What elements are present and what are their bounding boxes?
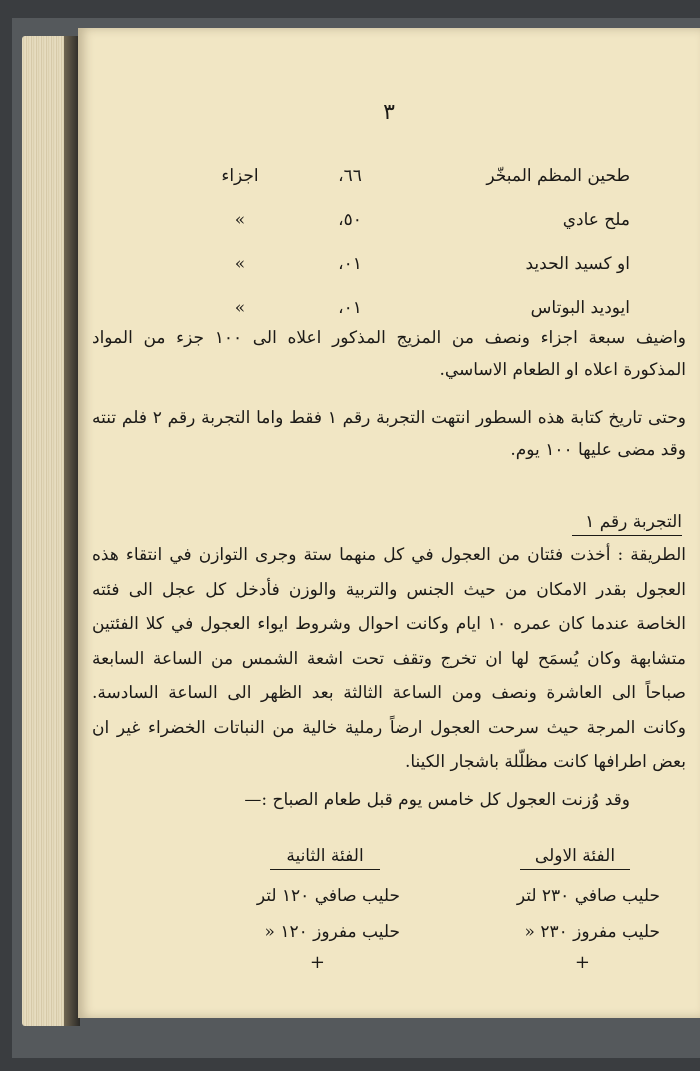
ingredient-quantity: ٥٠، xyxy=(338,210,362,230)
group-2-line: حليب صافي ١٢٠ لتر xyxy=(256,886,400,906)
group-2-plus: + xyxy=(309,952,325,973)
group-1-plus: + xyxy=(574,952,590,973)
ingredient-name: ايوديد البوتاس xyxy=(530,298,630,318)
ingredient-name: ملح عادي xyxy=(562,210,630,230)
group-2-line: حليب مفروز ١٢٠ « xyxy=(264,922,400,942)
ingredient-unit: اجزاء xyxy=(221,166,259,186)
ingredient-quantity: ٦٦، xyxy=(338,166,362,186)
weighing-sentence: وقد وُزنت العجول كل خامس يوم قبل طعام الصباح :— xyxy=(244,790,630,810)
ingredient-name: او كسيد الحديد xyxy=(525,254,630,274)
page-number: ٣ xyxy=(383,100,395,125)
group-1-line: حليب مفروز ٢٣٠ « xyxy=(524,922,660,942)
book-page xyxy=(78,28,700,1018)
group-1-title: الفئة الاولى xyxy=(520,846,630,870)
ingredient-unit: » xyxy=(234,298,246,318)
ingredient-unit: » xyxy=(234,210,246,230)
ingredient-unit: » xyxy=(234,254,246,274)
experiment-status-paragraph: وحتى تاريخ كتابة هذه السطور انتهت التجربة رقم ١ فقط واما التجربة رقم ٢ فلم تنته وقد مضى عليها ١٠٠ يوم. xyxy=(92,408,686,460)
ingredient-quantity: ٠١، xyxy=(338,298,362,318)
ingredient-name: طحين المظم المبخّر xyxy=(486,166,630,186)
group-1-line: حليب صافي ٢٣٠ لتر xyxy=(516,886,660,906)
method-paragraph: الطريقة : أخذت فئتان من العجول في كل منهما ستة وجرى التوازن في انتقاء هذه العجول بقدر الامكان من حيث الجنس والتربية والوزن فأدخل كل عجل الى فئته الخاصة عندما كان عمره ١٠ ايام وكانت احوال وشروط ايواء العجول في كلا الفئتين متشابهة وكان يُسمَح لها ان تخرج وتقف تحت اشعة الشمس من الساعة السابعة صباحاً الى العاشرة ونصف ومن الساعة الثالثة بعد الظهر الى الساعة السادسة. وكانت المرجة حيث سرحت العجول ارضاً رملية خالية من النباتات الخضراء غير ان بعض اطرافها كانت مظلّلة باشجار الكينا. xyxy=(92,545,687,772)
mixture-paragraph: واضيف سبعة اجزاء ونصف من المزيج المذكور اعلاه الى ١٠٠ جزء من المواد المذكورة اعلاه او الطعام الاساسي. xyxy=(92,328,686,380)
section-heading: التجربة رقم ١ xyxy=(572,512,682,536)
group-2-title: الفئة الثانية xyxy=(270,846,380,870)
ingredient-quantity: ٠١، xyxy=(338,254,362,274)
